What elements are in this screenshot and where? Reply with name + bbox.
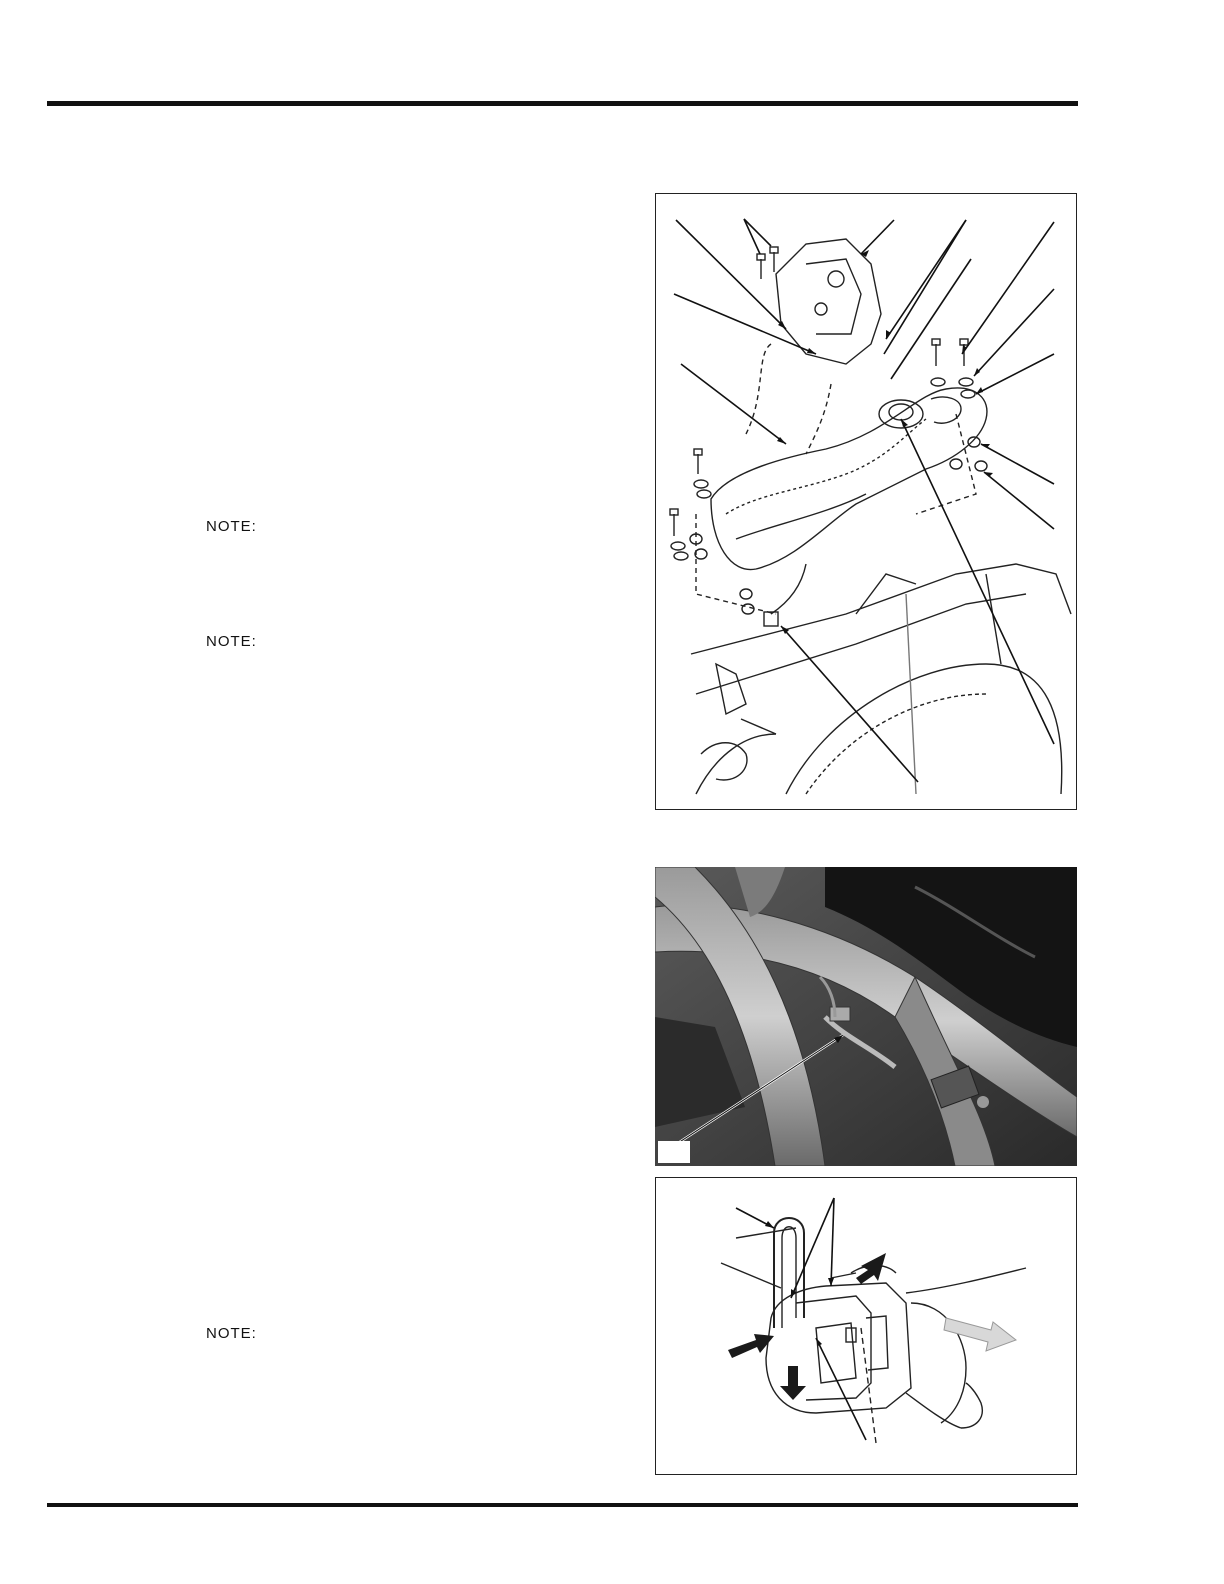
fuel-tank-exploded-view-diagram — [655, 193, 1077, 810]
footer-rule — [47, 1503, 1078, 1507]
quick-connect-fitting-diagram — [655, 1177, 1077, 1475]
note-label-2: NOTE: — [206, 633, 257, 650]
note-label-1: NOTE: — [206, 518, 257, 535]
header-rule — [47, 101, 1078, 106]
fuel-hose-connector-photo — [655, 867, 1077, 1166]
note-label-3: NOTE: — [206, 1325, 257, 1342]
